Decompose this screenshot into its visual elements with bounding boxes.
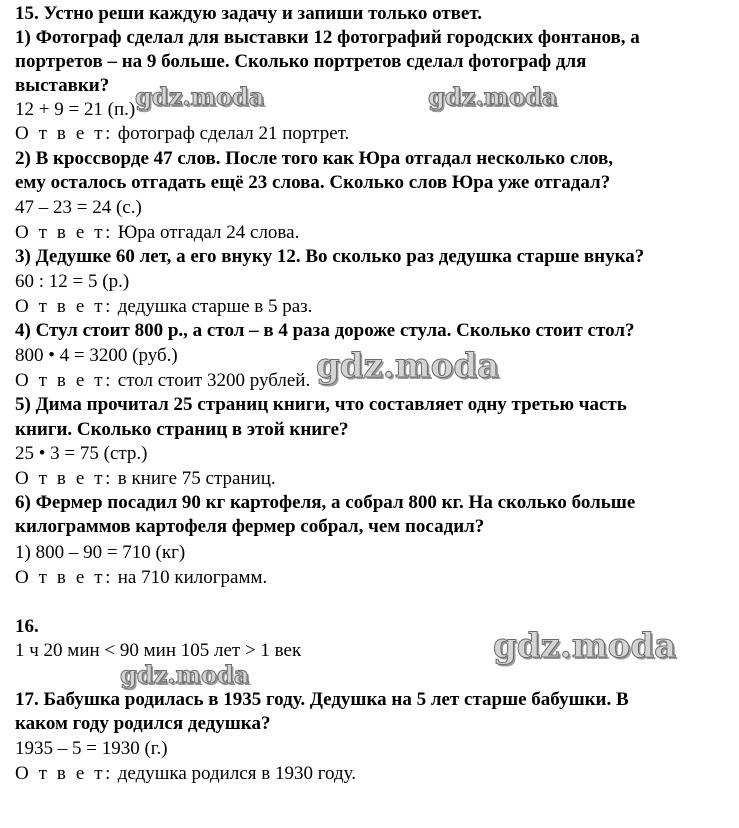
task-15-q1-line-1: 1) Фотограф сделал для выставки 12 фотографий городских фонтанов, а [15,27,640,48]
task-15-q4-line-1: 4) Стул стоит 800 р., а стол – в 4 раза дороже стула. Сколько стоит стол? [15,320,635,341]
task-15-answer-3 [15,295,312,319]
watermark: gdz.moda [493,626,677,666]
task-16-header: 16. [15,616,39,637]
task-15-q1-line-3: выставки? [15,75,110,96]
task-15-q5-line-1: 5) Дима прочитал 25 страниц книги, что составляет одну третью часть [15,394,627,415]
task-17-q-line-1: 17. Бабушка родилась в 1935 году. Дедушка на 5 лет старше бабушки. В [15,689,629,710]
answer-text: дедушка старше в 5 раз. [113,296,313,317]
answer-label: О т в е т: [15,370,114,391]
task-15-q5-line-2: книги. Сколько страниц в этой книге? [15,419,349,440]
answer-text: дедушка родился в 1930 году. [113,763,356,784]
task-15-solution-1: 12 + 9 = 21 (п.) [15,99,136,120]
task-15-answer-6 [15,566,267,590]
answer-label: О т в е т: [15,296,114,317]
task-15-solution-4: 800 • 4 = 3200 (руб.) [15,345,178,366]
task-15-answer-4 [15,369,310,393]
task-15-header: 15. Устно реши каждую задачу и запиши только ответ. [15,3,482,24]
watermark: gdz.moda [120,660,250,689]
answer-label: О т в е т: [15,468,114,489]
task-15-answer-1 [15,122,349,146]
answer-text: в книге 75 страниц. [113,468,276,489]
task-15-solution-6: 1) 800 – 90 = 710 (кг) [15,542,186,563]
answer-label: О т в е т: [15,222,114,243]
task-17-answer [15,762,356,786]
task-17-q-line-2: каком году родился дедушка? [15,713,271,734]
task-15-q1-line-2: портретов – на 9 больше. Сколько портретов сделал фотограф для [15,51,587,72]
task-17-solution: 1935 – 5 = 1930 (г.) [15,738,168,759]
task-15-solution-2: 47 – 23 = 24 (с.) [15,197,142,218]
task-15-q6-line-2: килограммов картофеля фермер собрал, чем посадил? [15,516,485,537]
task-15-solution-5: 25 • 3 = 75 (стр.) [15,443,148,464]
task-15-q2-line-2: ему осталось отгадать ещё 23 слова. Сколько слов Юра уже отгадал? [15,172,611,193]
answer-text: стол стоит 3200 рублей. [113,370,311,391]
watermark: gdz.moda [135,82,265,111]
task-15-solution-3: 60 : 12 = 5 (р.) [15,271,130,292]
task-15-answer-5 [15,467,276,491]
watermark: gdz.moda [428,82,558,111]
answer-text: на 710 килограмм. [113,567,268,588]
answer-label: О т в е т: [15,123,114,144]
task-15-q3-line-1: 3) Дедушке 60 лет, а его внуку 12. Во сколько раз дедушка старше внука? [15,246,645,267]
answer-label: О т в е т: [15,763,114,784]
answer-label: О т в е т: [15,567,114,588]
answer-text: Юра отгадал 24 слова. [113,222,300,243]
task-15-q6-line-1: 6) Фермер посадил 90 кг картофеля, а собрал 800 кг. На сколько больше [15,492,636,513]
watermark: gdz.moda [316,346,500,386]
task-16-line: 1 ч 20 мин < 90 мин 105 лет > 1 век [15,640,302,661]
task-15-q2-line-1: 2) В кроссворде 47 слов. После того как Юра отгадал несколько слов, [15,148,614,169]
answer-text: фотограф сделал 21 портрет. [113,123,350,144]
task-15-answer-2 [15,221,299,245]
